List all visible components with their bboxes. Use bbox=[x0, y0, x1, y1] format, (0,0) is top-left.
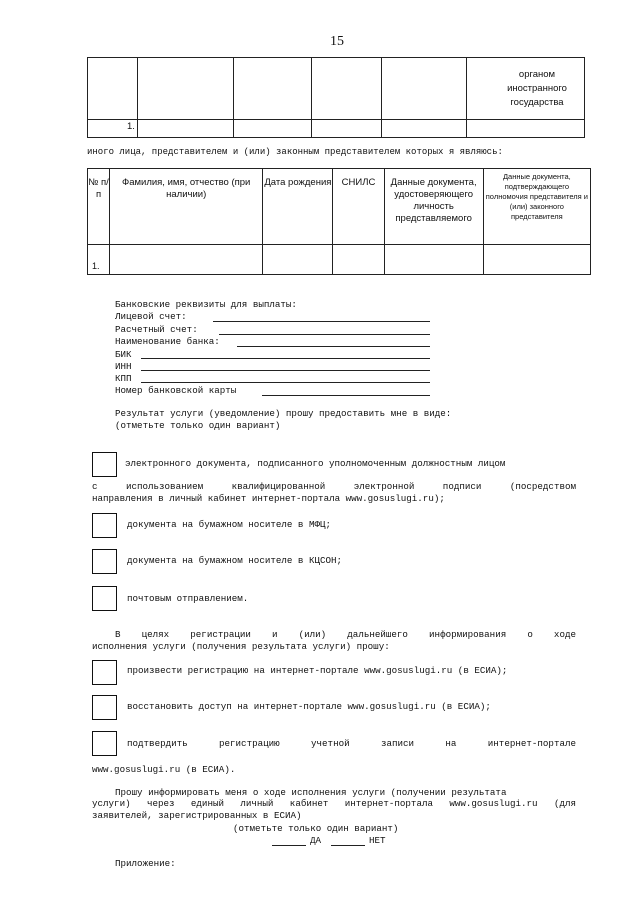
inform-no-label: НЕТ bbox=[369, 835, 386, 846]
bank-field-account-line[interactable] bbox=[213, 321, 430, 322]
page-number: 15 bbox=[330, 34, 344, 49]
bank-field-kpp: КПП bbox=[115, 373, 132, 384]
bank-field-inn: ИНН bbox=[115, 361, 132, 372]
registration-option-confirm-line2: www.gosuslugi.ru (в ЕСИА). bbox=[92, 764, 236, 775]
registration-option-restore-checkbox[interactable] bbox=[92, 695, 117, 720]
registration-option-register-label: произвести регистрацию на интернет-портале www.gosuslugi.ru (в ЕСИА); bbox=[127, 665, 508, 676]
bank-field-card-line[interactable] bbox=[262, 395, 430, 396]
inform-note: (отметьте только один вариант) bbox=[233, 823, 399, 834]
intro-line: иного лица, представителем и (или) законным представителем которых я являюсь: bbox=[87, 147, 503, 157]
registration-option-restore-label: восстановить доступ на интернет-портале www.gosuslugi.ru (в ЕСИА); bbox=[127, 701, 491, 712]
inform-line1: Прошу информировать меня о ходе исполнения услуги (получении результата bbox=[115, 787, 507, 798]
result-note: (отметьте только один вариант) bbox=[115, 420, 281, 431]
result-option-kcson-checkbox[interactable] bbox=[92, 549, 117, 574]
result-option-mail-checkbox[interactable] bbox=[92, 586, 117, 611]
bank-title: Банковские реквизиты для выплаты: bbox=[115, 299, 297, 310]
attachment-label: Приложение: bbox=[115, 858, 176, 869]
bank-field-kpp-line[interactable] bbox=[141, 382, 430, 383]
registration-intro-line1: В целях регистрации и (или) дальнейшего информирования о ходе bbox=[115, 629, 576, 640]
result-option-electronic-line1: электронного документа, подписанного уполномоченным должностным лицом bbox=[125, 458, 506, 469]
inform-line2: услуги) через единый личный кабинет интернет-портала www.gosuslugi.ru (для bbox=[92, 798, 576, 809]
registration-option-confirm-line1: подтвердить регистрацию учетной записи на интернет-портале bbox=[127, 738, 576, 749]
inform-yes-blank[interactable] bbox=[272, 845, 306, 846]
top-table-row-number: 1. bbox=[127, 121, 135, 132]
registration-option-register-checkbox[interactable] bbox=[92, 660, 117, 685]
result-option-electronic-checkbox[interactable] bbox=[92, 452, 117, 477]
col-name-header: Фамилия, имя, отчество (при наличии) bbox=[110, 169, 263, 245]
bank-field-bik: БИК bbox=[115, 349, 132, 360]
bank-field-account: Лицевой счет: bbox=[115, 311, 187, 322]
result-option-electronic-line3: направления в личный кабинет интернет-портала www.gosuslugi.ru); bbox=[92, 493, 445, 504]
bank-field-bik-line[interactable] bbox=[141, 358, 430, 359]
col-authority-doc-header: Данные документа, подтверждающего полномочия представителя и (или) законного представителя bbox=[483, 169, 590, 245]
registration-intro-line2: исполнения услуги (получения результата услуги) прошу: bbox=[92, 641, 390, 652]
bank-field-inn-line[interactable] bbox=[141, 370, 430, 371]
result-option-mail-label: почтовым отправлением. bbox=[127, 593, 249, 604]
col-id-doc-header: Данные документа, удостоверяющего личность представляемого bbox=[384, 169, 483, 245]
result-option-kcson-label: документа на бумажном носителе в КЦСОН; bbox=[127, 555, 343, 566]
col-number-header: № п/п bbox=[88, 169, 110, 245]
inform-yes-label: ДА bbox=[310, 835, 322, 846]
bank-field-card: Номер банковской карты bbox=[115, 385, 237, 396]
result-option-electronic-line2: с использованием квалифицированной электронной подписи (посредством bbox=[92, 481, 576, 492]
bank-field-bank-name-line[interactable] bbox=[237, 346, 430, 347]
result-prompt: Результат услуги (уведомление) прошу предоставить мне в виде: bbox=[115, 408, 452, 419]
inform-line3: заявителей, зарегистрированных в ЕСИА) bbox=[92, 810, 302, 821]
bank-field-settlement: Расчетный счет: bbox=[115, 324, 198, 335]
bank-field-settlement-line[interactable] bbox=[219, 334, 430, 335]
registration-option-confirm-checkbox[interactable] bbox=[92, 731, 117, 756]
result-option-mfc-checkbox[interactable] bbox=[92, 513, 117, 538]
top-table-header-last: органом иностранного государства bbox=[507, 69, 567, 108]
representatives-table bbox=[87, 168, 591, 275]
inform-no-blank[interactable] bbox=[331, 845, 365, 846]
bank-field-bank-name: Наименование банка: bbox=[115, 336, 220, 347]
rep-row-number: 1. bbox=[88, 245, 110, 275]
result-option-mfc-label: документа на бумажном носителе в МФЦ; bbox=[127, 519, 331, 530]
col-snils-header: СНИЛС bbox=[333, 169, 384, 245]
col-birthdate-header: Дата рождения bbox=[263, 169, 333, 245]
